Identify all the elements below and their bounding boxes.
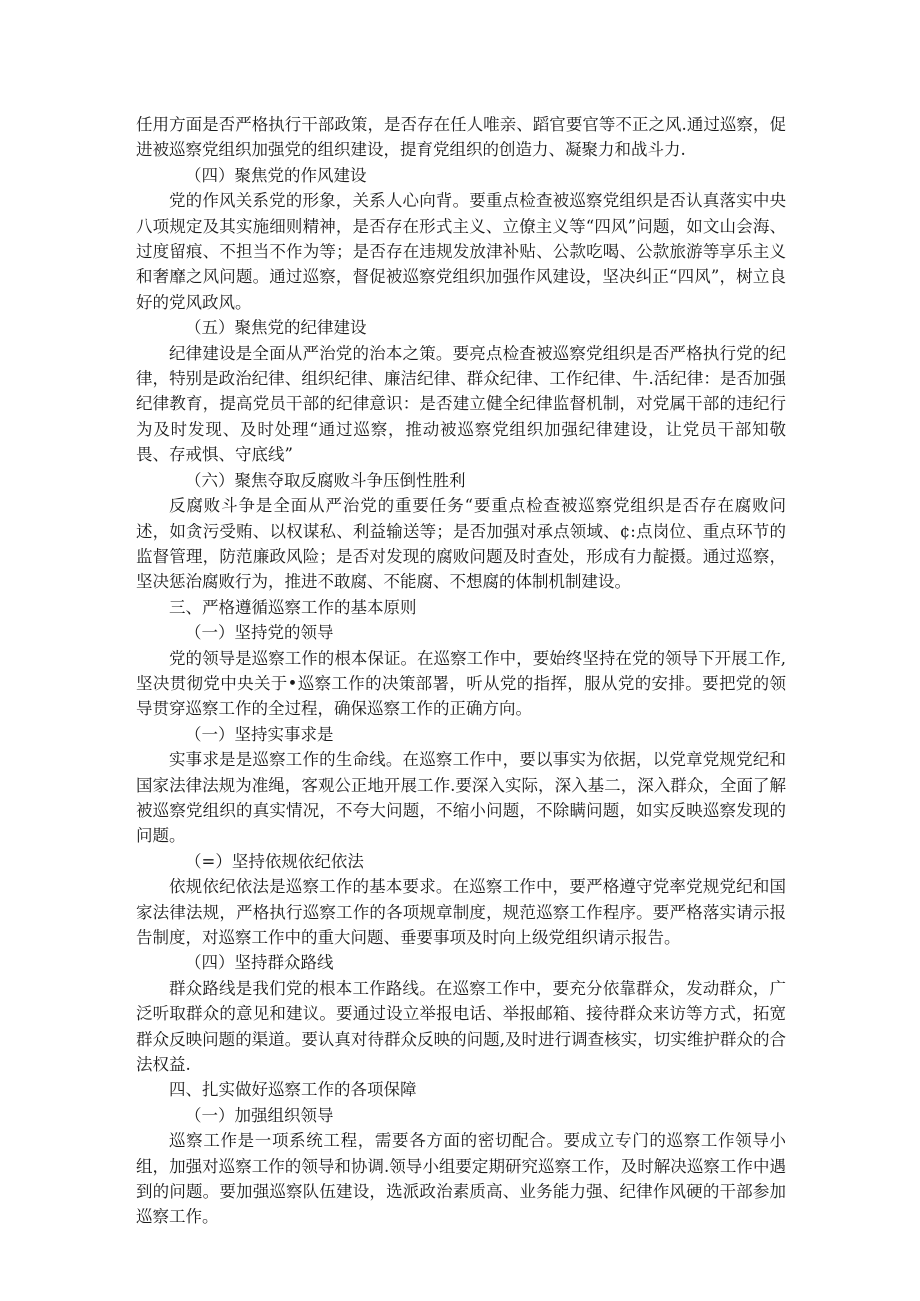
- paragraph: 党的领导是巡察工作的根本保证。在巡察工作中，要始终坚持在党的领导下开展工作,坚决贯彻党中央关于•巡察工作的决策部署，听从党的指挥，服从党的安排。要把党的领导贯穿巡察工作的全过程，确保巡察工作的正确方向。: [136, 648, 786, 719]
- paragraph: 反腐败斗争是全面从严治党的重要任务“要重点检查被巡察党组织是否存在腐败问述，如贪污受贿、以权谋私、利益输送等；是否加强对承点领域、¢:点岗位、重点环节的监督管理，防范廉政风险；是否对发现的腐败问题及时查处，形成有力靛摄。通过巡察，坚决惩治腐败行为，推进不敢腐、不能腐、不想腐的体制机制建设。: [136, 496, 786, 592]
- section-heading: （=）坚持依规依纪依法: [185, 851, 364, 871]
- chapter-heading: 三、严格遵循巡察工作的基本原则: [169, 597, 417, 617]
- section-heading: （四）坚持群众路线: [185, 953, 334, 973]
- paragraph: 党的作风关系党的形象，关系人心向背。要重点检查被巡察党组织是否认真落实中央八项规定及其实施细则精神，是否存在形式主义、立僚主义等“四风”问题，如文山会海、过度留痕、不担当不作为等；是否存在违规发放津补贴、公款吃喝、公款旅游等享乐主义和奢靡之风问题。通过巡察，督促被巡察党组织加强作风建设，坚决纠正“四风”，树立良好的党风政风。: [136, 191, 786, 312]
- section-heading: （四）聚焦党的作风建设: [185, 165, 367, 185]
- paragraph: 实事求是是巡察工作的生命线。在巡察工作中，要以事实为依据，以党章党规党纪和国家法律法规为准绳，客观公正地开展工作.要深入实际，深入基二，深入群众，全面了解被巡察党组织的真实情况，不夸大问题，不缩小问题，不除瞒问题，如实反映巡察发现的问题。: [136, 750, 786, 846]
- document-body: [136, 112, 786, 1230]
- chapter-heading: 四、扎实做好巡察工作的各项保障: [169, 1080, 417, 1100]
- paragraph: 纪律建设是全面从严治党的治本之策。要亮点检査被巡察党组织是否严格执行党的纪律，特别是政治纪律、组织纪律、廉洁纪律、群众纪律、工作纪律、牛.活纪律：是否加强纪律教育，提高党员干部的纪律意识：是否建立健全纪律监督机制，对党属干部的违纪行为及时发现、及时处理“通过巡察，推动被巡察党组织加强纪律建设，让党员干部知敬畏、存戒惧、守底线”: [136, 343, 786, 465]
- paragraph: 任用方面是否严格执行干部政策，是否存在任人唯亲、蹈官要官等不正之风.通过巡察，促进被巡察党组织加强党的组织建设，提育党组织的创造力、凝聚力和战斗力.: [136, 115, 786, 160]
- paragraph: 依规依纪依法是巡察工作的基本要求。在巡察工作中，要严格遵守党率党规党纪和国家法律法规，严格执行巡察工作的各项规章制度，规范巡察工作程序。要严格落实请示报告制度，对巡察工作中的重大问题、垂要事项及时向上级党组织请示报告。: [136, 877, 786, 947]
- paragraph: 巡察工作是一项系统工程，需要各方面的密切配合。要成立专门的巡察工作领导小组，加强对巡察工作的领导和协调.领导小组要定期研究巡察工作，及时解决巡察工作中遇到的问题。要加强巡察队伍建设，选派政治素质高、业务能力强、纪律作风硬的干部参加巡察工作。: [136, 1131, 786, 1227]
- section-heading: （一）加强组织领导: [185, 1105, 334, 1125]
- section-heading: （五）聚焦党的纪律建设: [185, 318, 367, 338]
- section-heading: （一）坚持实事求是: [185, 724, 334, 744]
- paragraph: 群众路线是我们党的根本工作路线。在巡察工作中，要充分依靠群众，发动群众，广泛听取群众的意见和建议。要通过设立举报电话、举报邮箱、接待群众来访等方式，拓宽群众反映问题的渠道。要认真对待群众反映的问题,及时进行调查核实，切实维护群众的合法权益.: [136, 978, 786, 1075]
- section-heading: （一）坚持党的领导: [185, 623, 334, 643]
- section-heading: （六）聚焦夺取反腐败斗争压倒性胜利: [185, 470, 466, 490]
